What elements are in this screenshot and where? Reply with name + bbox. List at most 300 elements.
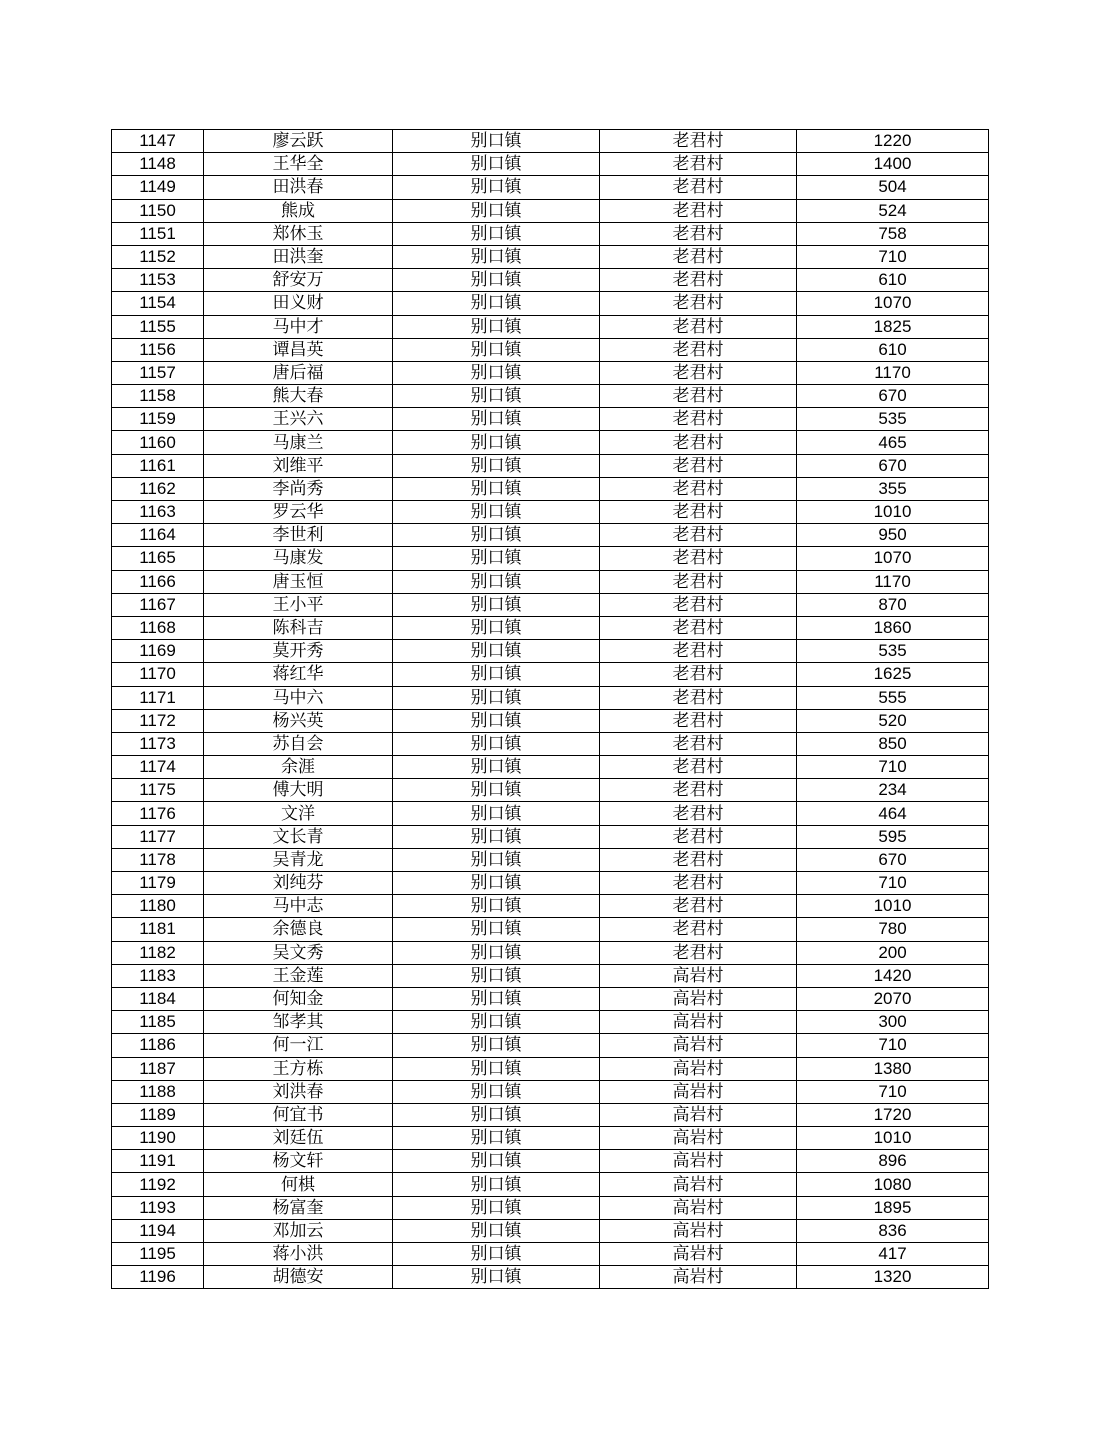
- row-number-cell: 1172: [112, 709, 204, 732]
- town-cell: 别口镇: [393, 454, 600, 477]
- village-cell: 高岩村: [600, 1243, 797, 1266]
- name-cell: 李世利: [204, 524, 393, 547]
- row-number-cell: 1162: [112, 477, 204, 500]
- town-cell: 别口镇: [393, 732, 600, 755]
- table-row: [112, 872, 989, 895]
- amount-cell: 1170: [797, 570, 989, 593]
- row-number-cell: 1196: [112, 1266, 204, 1289]
- town-cell: 别口镇: [393, 408, 600, 431]
- name-cell: 马康发: [204, 547, 393, 570]
- amount-cell: 1420: [797, 964, 989, 987]
- village-cell: 老君村: [600, 454, 797, 477]
- amount-cell: 524: [797, 199, 989, 222]
- table-row: [112, 941, 989, 964]
- amount-cell: 1070: [797, 292, 989, 315]
- town-cell: 别口镇: [393, 686, 600, 709]
- village-cell: 老君村: [600, 477, 797, 500]
- amount-cell: 200: [797, 941, 989, 964]
- table-row: [112, 130, 989, 153]
- table-row: [112, 756, 989, 779]
- town-cell: 别口镇: [393, 616, 600, 639]
- town-cell: 别口镇: [393, 501, 600, 524]
- town-cell: 别口镇: [393, 593, 600, 616]
- table-row: [112, 1034, 989, 1057]
- village-cell: 老君村: [600, 640, 797, 663]
- name-cell: 廖云跃: [204, 130, 393, 153]
- town-cell: 别口镇: [393, 1103, 600, 1126]
- row-number-cell: 1195: [112, 1243, 204, 1266]
- amount-cell: 1400: [797, 153, 989, 176]
- amount-cell: 836: [797, 1219, 989, 1242]
- table-row: [112, 269, 989, 292]
- amount-cell: 710: [797, 872, 989, 895]
- row-number-cell: 1173: [112, 732, 204, 755]
- table-row: [112, 616, 989, 639]
- village-cell: 老君村: [600, 779, 797, 802]
- name-cell: 马中志: [204, 895, 393, 918]
- row-number-cell: 1170: [112, 663, 204, 686]
- village-cell: 老君村: [600, 918, 797, 941]
- name-cell: 苏自会: [204, 732, 393, 755]
- amount-cell: 896: [797, 1150, 989, 1173]
- village-cell: 老君村: [600, 593, 797, 616]
- amount-cell: 1070: [797, 547, 989, 570]
- town-cell: 别口镇: [393, 1011, 600, 1034]
- village-cell: 老君村: [600, 361, 797, 384]
- town-cell: 别口镇: [393, 640, 600, 663]
- row-number-cell: 1165: [112, 547, 204, 570]
- amount-cell: 670: [797, 385, 989, 408]
- row-number-cell: 1182: [112, 941, 204, 964]
- row-number-cell: 1156: [112, 338, 204, 361]
- name-cell: 杨兴英: [204, 709, 393, 732]
- row-number-cell: 1163: [112, 501, 204, 524]
- name-cell: 李尚秀: [204, 477, 393, 500]
- name-cell: 何棋: [204, 1173, 393, 1196]
- town-cell: 别口镇: [393, 385, 600, 408]
- name-cell: 唐玉恒: [204, 570, 393, 593]
- town-cell: 别口镇: [393, 245, 600, 268]
- town-cell: 别口镇: [393, 663, 600, 686]
- name-cell: 田洪春: [204, 176, 393, 199]
- amount-cell: 300: [797, 1011, 989, 1034]
- amount-cell: 1010: [797, 501, 989, 524]
- table-row: [112, 964, 989, 987]
- name-cell: 田洪奎: [204, 245, 393, 268]
- village-cell: 老君村: [600, 385, 797, 408]
- name-cell: 马中六: [204, 686, 393, 709]
- table-row: [112, 361, 989, 384]
- table-row: [112, 848, 989, 871]
- amount-cell: 1320: [797, 1266, 989, 1289]
- row-number-cell: 1175: [112, 779, 204, 802]
- row-number-cell: 1159: [112, 408, 204, 431]
- row-number-cell: 1166: [112, 570, 204, 593]
- row-number-cell: 1187: [112, 1057, 204, 1080]
- town-cell: 别口镇: [393, 222, 600, 245]
- row-number-cell: 1155: [112, 315, 204, 338]
- table-row: [112, 524, 989, 547]
- village-cell: 老君村: [600, 570, 797, 593]
- row-number-cell: 1192: [112, 1173, 204, 1196]
- amount-cell: 780: [797, 918, 989, 941]
- village-cell: 老君村: [600, 222, 797, 245]
- table-row: [112, 1196, 989, 1219]
- name-cell: 王华全: [204, 153, 393, 176]
- village-cell: 高岩村: [600, 987, 797, 1010]
- amount-cell: 595: [797, 825, 989, 848]
- name-cell: 熊大春: [204, 385, 393, 408]
- table-row: [112, 779, 989, 802]
- amount-cell: 1625: [797, 663, 989, 686]
- amount-cell: 504: [797, 176, 989, 199]
- row-number-cell: 1191: [112, 1150, 204, 1173]
- town-cell: 别口镇: [393, 779, 600, 802]
- table-row: [112, 176, 989, 199]
- amount-cell: 1010: [797, 1127, 989, 1150]
- village-cell: 老君村: [600, 315, 797, 338]
- town-cell: 别口镇: [393, 361, 600, 384]
- amount-cell: 2070: [797, 987, 989, 1010]
- row-number-cell: 1194: [112, 1219, 204, 1242]
- village-cell: 老君村: [600, 848, 797, 871]
- row-number-cell: 1160: [112, 431, 204, 454]
- village-cell: 老君村: [600, 732, 797, 755]
- name-cell: 吴青龙: [204, 848, 393, 871]
- row-number-cell: 1181: [112, 918, 204, 941]
- row-number-cell: 1189: [112, 1103, 204, 1126]
- village-cell: 高岩村: [600, 1103, 797, 1126]
- village-cell: 老君村: [600, 663, 797, 686]
- table-row: [112, 686, 989, 709]
- amount-cell: 464: [797, 802, 989, 825]
- row-number-cell: 1177: [112, 825, 204, 848]
- row-number-cell: 1169: [112, 640, 204, 663]
- village-cell: 高岩村: [600, 1219, 797, 1242]
- table-row: [112, 732, 989, 755]
- name-cell: 邹孝其: [204, 1011, 393, 1034]
- table-row: [112, 570, 989, 593]
- name-cell: 蒋小洪: [204, 1243, 393, 1266]
- village-cell: 老君村: [600, 895, 797, 918]
- town-cell: 别口镇: [393, 292, 600, 315]
- town-cell: 别口镇: [393, 756, 600, 779]
- amount-cell: 234: [797, 779, 989, 802]
- amount-cell: 670: [797, 848, 989, 871]
- row-number-cell: 1178: [112, 848, 204, 871]
- town-cell: 别口镇: [393, 1150, 600, 1173]
- amount-cell: 1825: [797, 315, 989, 338]
- amount-cell: 465: [797, 431, 989, 454]
- name-cell: 刘纯芬: [204, 872, 393, 895]
- town-cell: 别口镇: [393, 199, 600, 222]
- name-cell: 刘洪春: [204, 1080, 393, 1103]
- village-cell: 老君村: [600, 501, 797, 524]
- name-cell: 王小平: [204, 593, 393, 616]
- row-number-cell: 1161: [112, 454, 204, 477]
- amount-cell: 710: [797, 756, 989, 779]
- name-cell: 何一江: [204, 1034, 393, 1057]
- table-row: [112, 477, 989, 500]
- amount-cell: 850: [797, 732, 989, 755]
- row-number-cell: 1171: [112, 686, 204, 709]
- name-cell: 罗云华: [204, 501, 393, 524]
- row-number-cell: 1193: [112, 1196, 204, 1219]
- amount-cell: 1220: [797, 130, 989, 153]
- town-cell: 别口镇: [393, 872, 600, 895]
- table-row: [112, 292, 989, 315]
- name-cell: 何宜书: [204, 1103, 393, 1126]
- row-number-cell: 1147: [112, 130, 204, 153]
- village-cell: 高岩村: [600, 1173, 797, 1196]
- name-cell: 王方栋: [204, 1057, 393, 1080]
- row-number-cell: 1164: [112, 524, 204, 547]
- table-row: [112, 454, 989, 477]
- table-row: [112, 501, 989, 524]
- amount-cell: 670: [797, 454, 989, 477]
- table-row: [112, 1150, 989, 1173]
- town-cell: 别口镇: [393, 315, 600, 338]
- name-cell: 邓加云: [204, 1219, 393, 1242]
- village-cell: 老君村: [600, 825, 797, 848]
- name-cell: 熊成: [204, 199, 393, 222]
- village-cell: 高岩村: [600, 1266, 797, 1289]
- name-cell: 王兴六: [204, 408, 393, 431]
- table-row: [112, 640, 989, 663]
- amount-cell: 710: [797, 245, 989, 268]
- name-cell: 陈科吉: [204, 616, 393, 639]
- village-cell: 老君村: [600, 269, 797, 292]
- name-cell: 马中才: [204, 315, 393, 338]
- name-cell: 田义财: [204, 292, 393, 315]
- village-cell: 老君村: [600, 756, 797, 779]
- amount-cell: 417: [797, 1243, 989, 1266]
- row-number-cell: 1176: [112, 802, 204, 825]
- amount-cell: 520: [797, 709, 989, 732]
- town-cell: 别口镇: [393, 1173, 600, 1196]
- town-cell: 别口镇: [393, 987, 600, 1010]
- name-cell: 谭昌英: [204, 338, 393, 361]
- table-row: [112, 1057, 989, 1080]
- village-cell: 老君村: [600, 153, 797, 176]
- town-cell: 别口镇: [393, 269, 600, 292]
- town-cell: 别口镇: [393, 431, 600, 454]
- row-number-cell: 1151: [112, 222, 204, 245]
- table-body: [112, 130, 989, 1289]
- name-cell: 胡德安: [204, 1266, 393, 1289]
- row-number-cell: 1158: [112, 385, 204, 408]
- town-cell: 别口镇: [393, 477, 600, 500]
- table-row: [112, 802, 989, 825]
- row-number-cell: 1150: [112, 199, 204, 222]
- village-cell: 老君村: [600, 245, 797, 268]
- table-row: [112, 338, 989, 361]
- town-cell: 别口镇: [393, 547, 600, 570]
- village-cell: 老君村: [600, 802, 797, 825]
- row-number-cell: 1184: [112, 987, 204, 1010]
- town-cell: 别口镇: [393, 130, 600, 153]
- town-cell: 别口镇: [393, 1034, 600, 1057]
- town-cell: 别口镇: [393, 570, 600, 593]
- amount-cell: 710: [797, 1034, 989, 1057]
- table-row: [112, 245, 989, 268]
- town-cell: 别口镇: [393, 1080, 600, 1103]
- name-cell: 余德良: [204, 918, 393, 941]
- town-cell: 别口镇: [393, 941, 600, 964]
- town-cell: 别口镇: [393, 1266, 600, 1289]
- row-number-cell: 1190: [112, 1127, 204, 1150]
- name-cell: 杨文轩: [204, 1150, 393, 1173]
- table-row: [112, 1266, 989, 1289]
- table-row: [112, 153, 989, 176]
- table-row: [112, 385, 989, 408]
- village-cell: 高岩村: [600, 964, 797, 987]
- amount-cell: 1380: [797, 1057, 989, 1080]
- name-cell: 傅大明: [204, 779, 393, 802]
- table-row: [112, 315, 989, 338]
- row-number-cell: 1180: [112, 895, 204, 918]
- town-cell: 别口镇: [393, 1196, 600, 1219]
- town-cell: 别口镇: [393, 918, 600, 941]
- row-number-cell: 1152: [112, 245, 204, 268]
- table-row: [112, 1219, 989, 1242]
- row-number-cell: 1186: [112, 1034, 204, 1057]
- town-cell: 别口镇: [393, 1243, 600, 1266]
- row-number-cell: 1183: [112, 964, 204, 987]
- amount-cell: 610: [797, 338, 989, 361]
- name-cell: 蒋红华: [204, 663, 393, 686]
- amount-cell: 950: [797, 524, 989, 547]
- amount-cell: 610: [797, 269, 989, 292]
- name-cell: 吴文秀: [204, 941, 393, 964]
- amount-cell: 1895: [797, 1196, 989, 1219]
- village-cell: 老君村: [600, 431, 797, 454]
- town-cell: 别口镇: [393, 825, 600, 848]
- table-row: [112, 918, 989, 941]
- village-cell: 老君村: [600, 686, 797, 709]
- name-cell: 王金莲: [204, 964, 393, 987]
- village-cell: 老君村: [600, 130, 797, 153]
- name-cell: 刘维平: [204, 454, 393, 477]
- name-cell: 文长青: [204, 825, 393, 848]
- village-cell: 老君村: [600, 176, 797, 199]
- name-cell: 唐后福: [204, 361, 393, 384]
- row-number-cell: 1149: [112, 176, 204, 199]
- name-cell: 莫开秀: [204, 640, 393, 663]
- town-cell: 别口镇: [393, 1057, 600, 1080]
- name-cell: 何知金: [204, 987, 393, 1010]
- row-number-cell: 1148: [112, 153, 204, 176]
- town-cell: 别口镇: [393, 895, 600, 918]
- row-number-cell: 1154: [112, 292, 204, 315]
- village-cell: 高岩村: [600, 1080, 797, 1103]
- village-cell: 高岩村: [600, 1150, 797, 1173]
- town-cell: 别口镇: [393, 1219, 600, 1242]
- table-row: [112, 408, 989, 431]
- table-row: [112, 825, 989, 848]
- village-cell: 老君村: [600, 872, 797, 895]
- table-row: [112, 1103, 989, 1126]
- amount-cell: 535: [797, 408, 989, 431]
- town-cell: 别口镇: [393, 153, 600, 176]
- amount-cell: 1010: [797, 895, 989, 918]
- amount-cell: 870: [797, 593, 989, 616]
- name-cell: 杨富奎: [204, 1196, 393, 1219]
- town-cell: 别口镇: [393, 524, 600, 547]
- table-row: [112, 895, 989, 918]
- row-number-cell: 1168: [112, 616, 204, 639]
- amount-cell: 555: [797, 686, 989, 709]
- name-cell: 余涯: [204, 756, 393, 779]
- row-number-cell: 1153: [112, 269, 204, 292]
- town-cell: 别口镇: [393, 848, 600, 871]
- amount-cell: 710: [797, 1080, 989, 1103]
- name-cell: 刘廷伍: [204, 1127, 393, 1150]
- row-number-cell: 1167: [112, 593, 204, 616]
- table-row: [112, 431, 989, 454]
- town-cell: 别口镇: [393, 176, 600, 199]
- table-row: [112, 1127, 989, 1150]
- village-cell: 高岩村: [600, 1127, 797, 1150]
- table-row: [112, 1173, 989, 1196]
- table-row: [112, 709, 989, 732]
- table-row: [112, 1243, 989, 1266]
- row-number-cell: 1185: [112, 1011, 204, 1034]
- village-cell: 老君村: [600, 199, 797, 222]
- name-cell: 舒安万: [204, 269, 393, 292]
- village-cell: 高岩村: [600, 1196, 797, 1219]
- amount-cell: 355: [797, 477, 989, 500]
- table-row: [112, 547, 989, 570]
- table-row: [112, 222, 989, 245]
- amount-cell: 1080: [797, 1173, 989, 1196]
- amount-cell: 535: [797, 640, 989, 663]
- table-row: [112, 1080, 989, 1103]
- village-cell: 老君村: [600, 338, 797, 361]
- amount-cell: 1860: [797, 616, 989, 639]
- village-cell: 老君村: [600, 408, 797, 431]
- amount-cell: 758: [797, 222, 989, 245]
- village-cell: 高岩村: [600, 1057, 797, 1080]
- amount-cell: 1720: [797, 1103, 989, 1126]
- village-cell: 老君村: [600, 292, 797, 315]
- table-row: [112, 663, 989, 686]
- name-cell: 郑休玉: [204, 222, 393, 245]
- name-cell: 马康兰: [204, 431, 393, 454]
- row-number-cell: 1157: [112, 361, 204, 384]
- table-row: [112, 1011, 989, 1034]
- village-cell: 老君村: [600, 616, 797, 639]
- town-cell: 别口镇: [393, 964, 600, 987]
- table-row: [112, 593, 989, 616]
- table-row: [112, 199, 989, 222]
- village-cell: 老君村: [600, 547, 797, 570]
- town-cell: 别口镇: [393, 802, 600, 825]
- data-table: [111, 129, 989, 1289]
- village-cell: 老君村: [600, 524, 797, 547]
- table-row: [112, 987, 989, 1010]
- town-cell: 别口镇: [393, 338, 600, 361]
- village-cell: 高岩村: [600, 1011, 797, 1034]
- row-number-cell: 1179: [112, 872, 204, 895]
- town-cell: 别口镇: [393, 709, 600, 732]
- village-cell: 老君村: [600, 709, 797, 732]
- row-number-cell: 1188: [112, 1080, 204, 1103]
- village-cell: 老君村: [600, 941, 797, 964]
- amount-cell: 1170: [797, 361, 989, 384]
- name-cell: 文洋: [204, 802, 393, 825]
- village-cell: 高岩村: [600, 1034, 797, 1057]
